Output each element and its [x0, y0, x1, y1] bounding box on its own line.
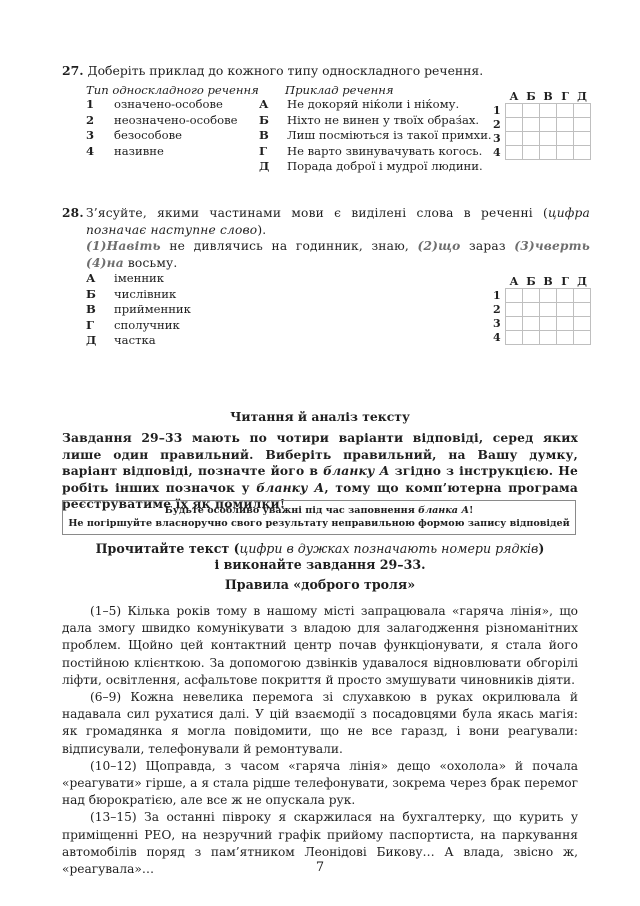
q28-option-item	[86, 287, 191, 303]
grid-cell[interactable]	[557, 104, 574, 118]
story-text	[62, 603, 578, 878]
grid-cell[interactable]	[557, 289, 574, 303]
grid-cell[interactable]	[557, 132, 574, 146]
grid-cell[interactable]	[523, 146, 540, 160]
q27-types-header: Тип односкладного речення	[86, 83, 259, 97]
grid-row-header: 4	[493, 331, 501, 344]
instr-text: , тому що комп’ютерна програма реєструватиме їх як помилки!	[62, 479, 578, 511]
example-label: Лиш посміються із такої примхи.	[287, 128, 492, 142]
option-label: числівник	[114, 286, 177, 301]
grid-row-header: 1	[493, 104, 501, 117]
grid-cell[interactable]	[506, 317, 523, 331]
grid-cell[interactable]	[574, 104, 591, 118]
q27-example-item	[259, 128, 492, 144]
grid-cell[interactable]	[557, 146, 574, 160]
q28-prompt	[62, 205, 590, 271]
read-prompt-line2: і виконайте завдання 29–33.	[214, 557, 426, 572]
grid-cell[interactable]	[506, 118, 523, 132]
grid-row-header: 3	[493, 132, 501, 145]
story-paragraph: (10–12) Щоправда, з часом «гаряча лінія» дещо «охолола» й почала «реагувати» гірше, а я стала рідше телефонувати, зокрема через брак перемог над бюрократією, але все ж не опускала рук.	[62, 758, 578, 808]
sentence-text: не дивлячись на годинник, знаю,	[160, 239, 418, 253]
q27-examples-list	[259, 97, 492, 175]
option-label: сполучник	[114, 317, 180, 332]
option-label: частка	[114, 333, 156, 347]
type-label: неозначено-особове	[114, 112, 238, 127]
q27-types-list	[86, 97, 237, 159]
grid-cell[interactable]	[574, 132, 591, 146]
example-label: Не докоряй ніќоли і ніќому.	[287, 97, 460, 111]
instr-text: Завдання 29–33 мають по чотири варіанти відповіді, серед яких лише один правильний. Виберіть правильний, на Вашу думку, варіант відповіді, позначте його в	[62, 430, 578, 478]
example-key: Б	[259, 112, 269, 127]
story-paragraph: (6–9) Кожна невелика перемога зі слухавкою в руках окрилювала й надавала сил рухатися далі. У цій взаємодії з посадовцями була якась магія: як громадянка я могла повідомити, що не все гаразд, і вони реагували: відписували, телефонували й ремонтували.	[62, 690, 578, 756]
grid-cell[interactable]	[574, 146, 591, 160]
grid-cell[interactable]	[574, 317, 591, 331]
q27-type-item	[86, 144, 237, 160]
q27-example-item	[259, 144, 492, 160]
grid-row-header: 2	[493, 303, 501, 316]
type-label: називне	[114, 143, 164, 158]
instr-italic: бланку А	[256, 479, 325, 495]
grid-row-header: 3	[493, 317, 501, 330]
q27-prompt-text: Доберіть приклад до кожного типу односкладного речення.	[87, 63, 484, 78]
marked-word-1: (1)Навіть	[86, 239, 161, 253]
read-prompt	[62, 541, 578, 573]
instr-italic: бланку А	[323, 463, 390, 478]
story-paragraph: (1–5) Кілька років тому в нашому місті запрацювала «гаряча лінія», що дала змогу швидко комунікувати з владою для залагодження різноманітних проблем. Щойно цей контактний центр почав функціонувати, я стала його постійною клієнткою. За допомогою дзвінків удавалося відновлювати обгорілі ліфти, освітлення, асфальтове покриття й просто змушувати чиновників діяти.	[62, 604, 578, 687]
option-key: Б	[86, 286, 96, 301]
grid-col-header: Д	[577, 89, 587, 103]
grid-cell[interactable]	[523, 331, 540, 345]
grid-col-header: Г	[561, 274, 569, 288]
grid-cell[interactable]	[540, 132, 557, 146]
grid-cell[interactable]	[506, 289, 523, 303]
grid-cell[interactable]	[506, 146, 523, 160]
option-key: В	[86, 302, 96, 316]
grid-cell[interactable]	[540, 146, 557, 160]
q27-type-item	[86, 97, 237, 113]
read-prompt-italic: цифри в дужках позначають номери рядків	[239, 541, 539, 556]
grid-cell[interactable]	[523, 118, 540, 132]
q27-type-item	[86, 113, 237, 129]
example-label: Ніхто не винен у твоїх образ́ах.	[287, 112, 480, 127]
q28-prompt-end: ).	[257, 222, 267, 237]
notice-box	[62, 500, 576, 535]
page-number: 7	[315, 860, 325, 875]
type-key: 2	[86, 112, 95, 127]
story-title: Правила «доброго троля»	[224, 577, 416, 592]
notice-line-1	[67, 504, 571, 517]
example-key: Д	[259, 159, 270, 173]
grid-col-header: Д	[577, 274, 587, 288]
read-prompt-text: )	[538, 541, 545, 556]
q27-answer-grid	[493, 89, 591, 160]
example-key: А	[259, 97, 269, 111]
type-key: 4	[86, 143, 95, 158]
marked-word-3: (3)чверть	[514, 239, 590, 253]
type-key: 1	[86, 97, 95, 111]
grid-cell[interactable]	[506, 303, 523, 317]
section-title: Читання й аналіз тексту	[230, 409, 410, 424]
option-key: А	[86, 271, 96, 285]
q28-number: 28.	[62, 206, 84, 220]
grid-row-header: 1	[493, 289, 501, 302]
grid-cell[interactable]	[523, 104, 540, 118]
q27-examples-header: Приклад речення	[285, 83, 394, 97]
grid-cell[interactable]	[557, 317, 574, 331]
grid-cell[interactable]	[557, 118, 574, 132]
grid-cell[interactable]	[557, 303, 574, 317]
grid-col-header: А	[509, 89, 519, 103]
grid-cell[interactable]	[506, 331, 523, 345]
option-label: іменник	[114, 271, 165, 285]
sentence-text: зараз	[460, 239, 515, 253]
grid-cell[interactable]	[574, 289, 591, 303]
grid-cell[interactable]	[540, 289, 557, 303]
grid-cell[interactable]	[506, 132, 523, 146]
grid-cell[interactable]	[540, 303, 557, 317]
grid-cell[interactable]	[506, 104, 523, 118]
type-label: означено-особове	[114, 97, 223, 111]
example-label: Порада доброї і мудрої людини.	[287, 159, 483, 173]
grid-cell[interactable]	[523, 303, 540, 317]
grid-col-header: В	[543, 89, 553, 103]
read-prompt-text: Прочитайте текст (	[95, 541, 240, 556]
story-paragraph: (13–15) За останні півроку я скаржилася на бухгалтерку, що курить у приміщенні РЕО, на незручний графік прийому паспортиста, на паркування автомобілів поряд з пам’ятником Леонідові Бикову… А влада, звісно ж, «реагувала»…	[62, 810, 578, 877]
option-label: прийменник	[114, 302, 191, 316]
grid-col-header: А	[509, 274, 519, 288]
grid-cell[interactable]	[523, 317, 540, 331]
q28-option-item	[86, 302, 191, 318]
type-key: 3	[86, 128, 95, 142]
q28-answer-grid	[493, 274, 591, 345]
type-label: безособове	[114, 128, 182, 142]
q28-sentence	[86, 238, 590, 271]
q28-option-item	[86, 271, 191, 287]
option-key: Г	[86, 317, 95, 332]
q27-prompt	[62, 63, 582, 79]
grid-cell[interactable]	[540, 317, 557, 331]
sentence-text: восьму.	[123, 255, 178, 270]
q27-example-item	[259, 97, 492, 113]
instr-text: згідно з інструкцією. Не робіть інших позначок у	[62, 463, 578, 495]
marked-word-2: (2)що	[417, 239, 461, 253]
grid-cell[interactable]	[540, 118, 557, 132]
q27-example-item	[259, 159, 492, 175]
grid-cell[interactable]	[523, 289, 540, 303]
grid-cell[interactable]	[540, 104, 557, 118]
example-key: В	[259, 128, 269, 142]
q28-prompt-text: З’ясуйте, якими частинами мови є виділені слова в реченні (	[86, 206, 549, 220]
q28-option-item	[86, 318, 191, 334]
option-key: Д	[86, 333, 97, 347]
marked-word-4: (4)на	[86, 255, 124, 270]
q28-prompt-italic: цифра позначає наступне слово	[86, 206, 590, 237]
grid-row-header: 4	[493, 146, 501, 159]
q27-example-item	[259, 113, 492, 129]
grid-cell[interactable]	[574, 118, 591, 132]
example-label: Не варто звинувачувать когось.	[287, 143, 483, 158]
grid-col-header: Г	[561, 89, 569, 103]
notice-text: Будьте особливо уважні під час заповнення	[164, 505, 419, 516]
grid-col-header: Б	[526, 89, 536, 103]
grid-cell[interactable]	[574, 331, 591, 345]
example-key: Г	[259, 143, 268, 158]
grid-cell[interactable]	[574, 303, 591, 317]
grid-col-header: Б	[526, 274, 536, 288]
grid-cell[interactable]	[557, 331, 574, 345]
grid-cell[interactable]	[523, 132, 540, 146]
grid-row-header: 2	[493, 118, 501, 131]
q27-number: 27.	[62, 63, 84, 78]
grid-col-header: В	[543, 274, 553, 288]
notice-italic: бланка А	[418, 505, 470, 516]
q28-options-list	[86, 271, 191, 349]
notice-text: !	[469, 505, 474, 516]
grid-cell[interactable]	[540, 331, 557, 345]
q28-option-item	[86, 333, 191, 349]
notice-line-2: Не погіршуйте власноручно свого результату неправильною формою запису відповідей	[68, 518, 570, 529]
q27-type-item	[86, 128, 237, 144]
